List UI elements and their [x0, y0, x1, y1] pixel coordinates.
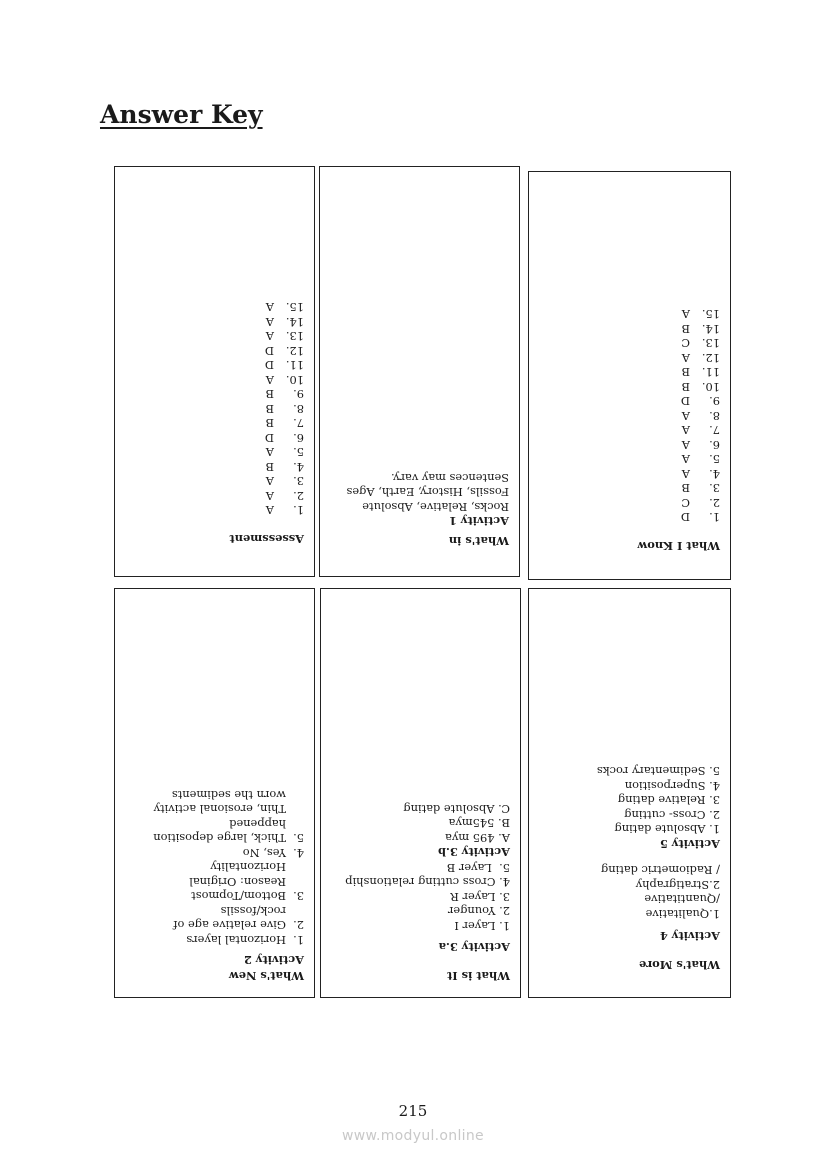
what-i-know-panel: [528, 171, 731, 580]
item-number: 10.: [285, 373, 304, 387]
answer-item: [127, 802, 304, 817]
answer-line: A. 495 mya: [445, 831, 510, 845]
answer-line: Sentences may vary.: [391, 471, 509, 485]
item-number: 7.: [709, 423, 720, 438]
answer-item: [541, 423, 720, 438]
answer-value: B: [681, 322, 690, 336]
answer-item: [541, 481, 720, 496]
answer-value: A: [681, 438, 690, 452]
whats-new-answer-list: [127, 788, 304, 948]
answer-value: B: [681, 380, 690, 394]
whats-in-heading: What's in: [448, 534, 509, 548]
answer-value: B: [681, 365, 690, 380]
item-number: 9.: [709, 394, 720, 409]
item-number: 12.: [701, 351, 720, 365]
whats-new-activity-label: Activity 2: [243, 953, 304, 968]
answer-value: B: [265, 416, 274, 431]
answer-item: [127, 358, 304, 373]
answer-text: Horizontal layers: [186, 933, 286, 947]
item-number: 3.: [293, 474, 304, 489]
answer-value: D: [264, 358, 274, 373]
answer-item: [541, 409, 720, 424]
item-number: 14.: [285, 315, 304, 329]
answer-item: [127, 788, 304, 803]
whats-in-activity-label: Activity 1: [448, 514, 509, 529]
answer-item: [541, 438, 720, 453]
answer-text: rock/fossils: [220, 904, 286, 918]
answer-line: Fossils, History, Earth, Ages: [346, 485, 509, 500]
answer-line: 1.Qualitative: [645, 907, 720, 921]
answer-value: A: [265, 373, 274, 387]
answer-item: [127, 817, 304, 832]
answer-item: [127, 329, 304, 344]
answer-item: [127, 831, 304, 846]
answer-item: [541, 336, 720, 351]
answer-line: B. 545mya: [448, 816, 510, 831]
answer-item: [127, 431, 304, 446]
item-number: 12.: [285, 344, 304, 358]
answer-value: C: [681, 496, 690, 510]
answer-value: D: [264, 344, 274, 358]
answer-item: [127, 474, 304, 489]
assessment-panel: [114, 166, 315, 577]
answer-line: Rocks, Relative, Absolute: [362, 500, 509, 514]
answer-item: [541, 467, 720, 482]
activity-5-label: Activity 5: [659, 837, 720, 851]
what-i-know-answer-list: [541, 307, 720, 525]
what-is-it-heading: What is It: [447, 969, 510, 983]
item-number: 2.: [709, 496, 720, 510]
page-number: 215: [398, 1102, 428, 1120]
whats-new-heading: What's New: [228, 969, 304, 983]
item-number: 1.: [293, 933, 304, 947]
answer-value: D: [680, 394, 690, 409]
whats-more-heading: What's More: [638, 958, 720, 972]
item-number: 11.: [285, 358, 304, 373]
answer-value: A: [265, 503, 274, 518]
answer-item: [127, 933, 304, 948]
answer-item: [127, 860, 304, 875]
item-number: 13.: [285, 329, 304, 344]
answer-item: [127, 489, 304, 504]
answer-item: [127, 315, 304, 330]
item-number: 5.: [293, 445, 304, 460]
whats-in-panel: [319, 166, 520, 577]
answer-value: B: [265, 387, 274, 402]
answer-line: 1. Layer I: [454, 919, 510, 933]
what-i-know-heading: What I Know: [637, 539, 720, 553]
answer-value: A: [265, 445, 274, 460]
item-number: 14.: [701, 322, 720, 336]
answer-item: [127, 300, 304, 315]
answer-item: [127, 445, 304, 460]
what-is-it-panel: [320, 588, 521, 998]
activity-5-answer-list: [541, 764, 720, 837]
watermark: www.modyul.online: [342, 1128, 484, 1144]
answer-item: [541, 496, 720, 511]
page-title: Answer Key: [100, 100, 263, 129]
answer-line: 4. Superposition: [624, 779, 720, 793]
item-number: 1.: [293, 503, 304, 518]
assessment-answer-list: [127, 300, 304, 518]
item-number: 2.: [293, 489, 304, 503]
answer-value: A: [681, 452, 690, 467]
answer-item: [127, 460, 304, 475]
answer-item: [127, 889, 304, 904]
item-number: 1.: [709, 510, 720, 525]
answer-item: [127, 846, 304, 861]
answer-item: [541, 351, 720, 366]
item-number: 8.: [293, 402, 304, 416]
activity-4-label: Activity 4: [659, 929, 720, 944]
whats-in-answer-list: [332, 471, 509, 515]
item-number: 4.: [709, 467, 720, 481]
item-number: 9.: [293, 387, 304, 402]
answer-line: 5. Sedimentary rocks: [596, 764, 720, 779]
activity-3b-label: Activity 3.b: [437, 845, 510, 860]
answer-line: 2. Younger: [447, 904, 510, 919]
answer-value: A: [681, 409, 690, 423]
activity-3b-answer-list: [333, 802, 510, 846]
item-number: 15.: [701, 307, 720, 322]
activity-3a-answer-list: [333, 861, 510, 934]
answer-text: Yes, No: [242, 846, 286, 860]
answer-value: D: [264, 431, 274, 445]
answer-text: Horizontality: [210, 860, 286, 875]
answer-text: Reason: Original: [189, 875, 286, 889]
answer-text: Bottom/Topmost: [191, 889, 286, 904]
answer-item: [127, 416, 304, 431]
answer-item: [127, 904, 304, 919]
answer-item: [127, 503, 304, 518]
answer-value: C: [681, 336, 690, 351]
item-number: 5.: [709, 452, 720, 467]
answer-line: 2. Cross- cutting: [624, 808, 720, 822]
answer-text: Thin, erosional activity: [153, 802, 286, 817]
answer-line: 3. Layer R: [450, 890, 510, 904]
answer-item: [541, 365, 720, 380]
answer-item: [541, 510, 720, 525]
answer-value: A: [265, 315, 274, 329]
answer-line: 5. Layer B: [446, 861, 510, 875]
answer-value: A: [681, 467, 690, 481]
answer-line: / Radiometric dating: [600, 863, 720, 878]
item-number: 11.: [701, 365, 720, 380]
answer-text: worn the sediments: [171, 788, 286, 802]
answer-item: [541, 322, 720, 337]
answer-line: 3. Relative dating: [617, 793, 720, 808]
answer-item: [127, 344, 304, 359]
answer-item: [541, 394, 720, 409]
activity-3a-label: Activity 3.a: [438, 940, 510, 955]
answer-value: B: [265, 460, 274, 474]
answer-item: [127, 918, 304, 933]
item-number: 15.: [285, 300, 304, 315]
answer-item: [127, 387, 304, 402]
item-number: 4.: [293, 846, 304, 860]
answer-line: 4. Cross cutting relationship: [345, 875, 510, 890]
item-number: 10.: [701, 380, 720, 394]
answer-item: [127, 875, 304, 890]
answer-item: [127, 373, 304, 388]
item-number: 6.: [709, 438, 720, 452]
answer-value: A: [265, 300, 274, 315]
item-number: 13.: [701, 336, 720, 351]
answer-value: A: [265, 489, 274, 503]
answer-value: B: [265, 402, 274, 416]
whats-new-panel: [114, 588, 315, 998]
item-number: 3.: [293, 889, 304, 904]
item-number: 8.: [709, 409, 720, 423]
answer-value: A: [265, 329, 274, 344]
answer-value: A: [265, 474, 274, 489]
activity-4-answer-list: [541, 863, 720, 921]
answer-item: [541, 307, 720, 322]
answer-line: 1. Absolute dating: [614, 822, 720, 837]
answer-text: happened: [229, 817, 286, 831]
answer-line: /Quantitative: [644, 892, 720, 907]
item-number: 2.: [293, 918, 304, 933]
answer-item: [541, 380, 720, 395]
item-number: 7.: [293, 416, 304, 431]
item-number: 3.: [709, 481, 720, 496]
answer-value: D: [680, 510, 690, 525]
answer-line: C. Absolute dating: [403, 802, 510, 816]
answer-item: [541, 452, 720, 467]
item-number: 6.: [293, 431, 304, 445]
assessment-heading: Assessment: [229, 532, 304, 546]
answer-text: Thick, large deposition: [153, 831, 286, 846]
answer-value: A: [681, 351, 690, 365]
answer-value: A: [681, 423, 690, 438]
answer-value: A: [681, 307, 690, 322]
answer-line: 2.Stratigraphy: [635, 878, 720, 892]
item-number: 4.: [293, 460, 304, 474]
item-number: 5.: [293, 831, 304, 846]
answer-text: Give relative age of: [173, 918, 286, 933]
answer-value: B: [681, 481, 690, 496]
answer-item: [127, 402, 304, 417]
whats-more-panel: [528, 588, 731, 998]
